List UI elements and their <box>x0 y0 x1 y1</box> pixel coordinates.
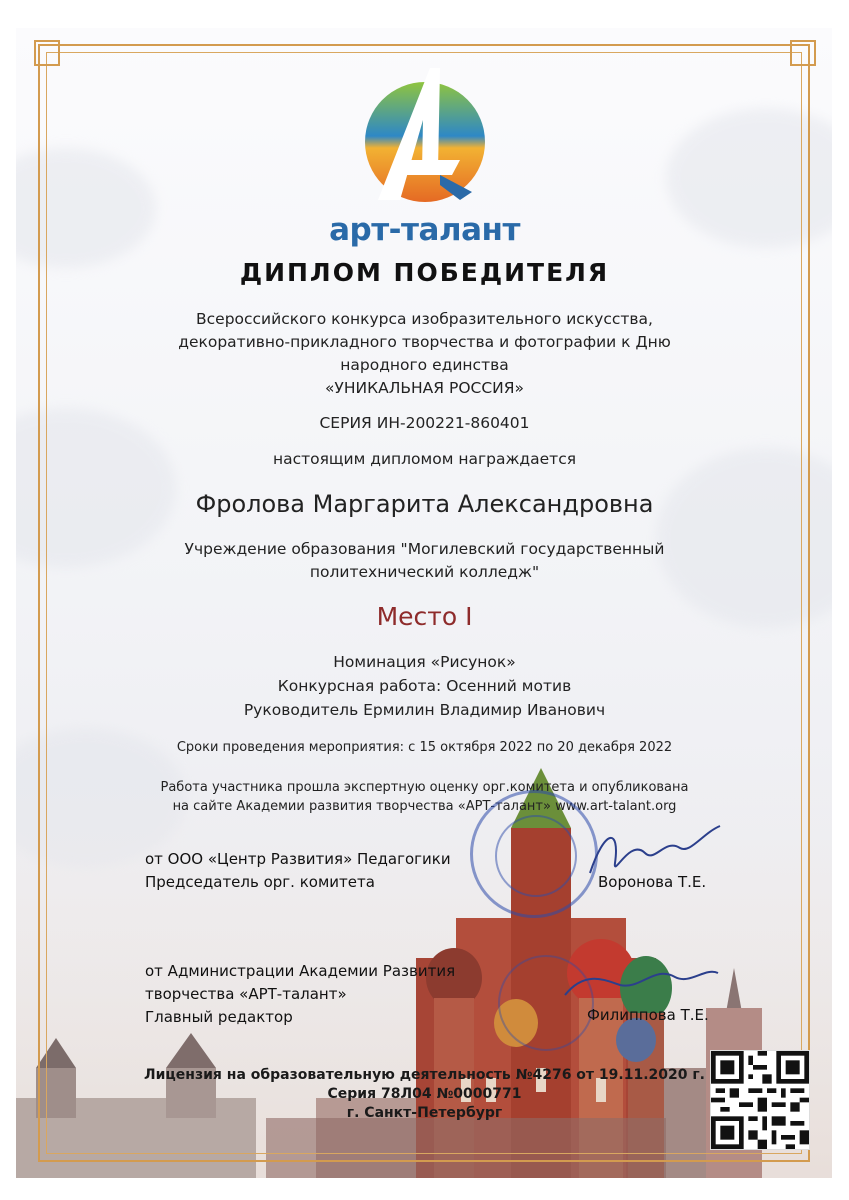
publication-note <box>0 778 849 816</box>
signature-role: Главный редактор <box>145 1008 293 1026</box>
signature-org: творчества «АРТ-талант» <box>145 985 347 1003</box>
brand-name: арт-талант <box>329 212 520 248</box>
institution-line: политехнический колледж" <box>309 563 540 581</box>
license-line: Лицензия на образовательную деятельность №4276 от 19.11.2020 г. <box>143 1067 705 1083</box>
nomination-block <box>0 650 849 722</box>
organization-stamp <box>470 790 598 918</box>
license-line: Серия 78Л04 №0000771 <box>327 1086 522 1102</box>
event-dates: Сроки проведения мероприятия: с 15 октября 2022 по 20 декабря 2022 <box>176 740 673 755</box>
diploma-title: ДИПЛОМ ПОБЕДИТЕЛЯ <box>239 258 610 287</box>
license-line: г. Санкт-Петербург <box>346 1105 503 1121</box>
competition-work: Конкурсная работа: Осенний мотив <box>277 677 572 695</box>
contest-description <box>0 308 849 400</box>
awarded-text: настоящим дипломом награждается <box>272 450 577 468</box>
contest-line: народного единства <box>340 356 509 374</box>
recipient-name: Фролова Маргарита Александровна <box>195 490 654 518</box>
signature-block-2 <box>145 960 455 1029</box>
contest-name: «УНИКАЛЬНАЯ РОССИЯ» <box>324 379 525 397</box>
contest-line: Всероссийского конкурса изобразительного искусства, <box>196 310 653 328</box>
signature-name-1: Воронова Т.Е. <box>598 873 707 891</box>
institution <box>0 538 849 584</box>
signature-org: от ООО «Центр Развития» Педагогики <box>145 850 451 868</box>
contest-line: декоративно-прикладного творчества и фотографии к Дню <box>178 333 671 351</box>
nomination: Номинация «Рисунок» <box>333 653 516 671</box>
institution-line: Учреждение образования "Могилевский государственный <box>184 540 665 558</box>
series-number: СЕРИЯ ИН-200221-860401 <box>319 414 530 432</box>
qr-code[interactable] <box>710 1050 810 1150</box>
note-line: Работа участника прошла экспертную оценку орг.комитета и опубликована <box>160 780 689 795</box>
signature-name-2: Филиппова Т.Е. <box>587 1006 709 1024</box>
signature-block-1 <box>145 848 451 894</box>
signature-org: от Администрации Академии Развития <box>145 962 456 980</box>
qr-code-icon <box>711 1051 809 1149</box>
note-line: на сайте Академии развития творчества «АРТ-талант» www.art-talant.org <box>172 799 677 814</box>
place-award: Место I <box>376 602 473 631</box>
supervisor: Руководитель Ермилин Владимир Иванович <box>243 701 606 719</box>
signature-role: Председатель орг. комитета <box>145 873 375 891</box>
art-talant-logo <box>360 60 490 210</box>
